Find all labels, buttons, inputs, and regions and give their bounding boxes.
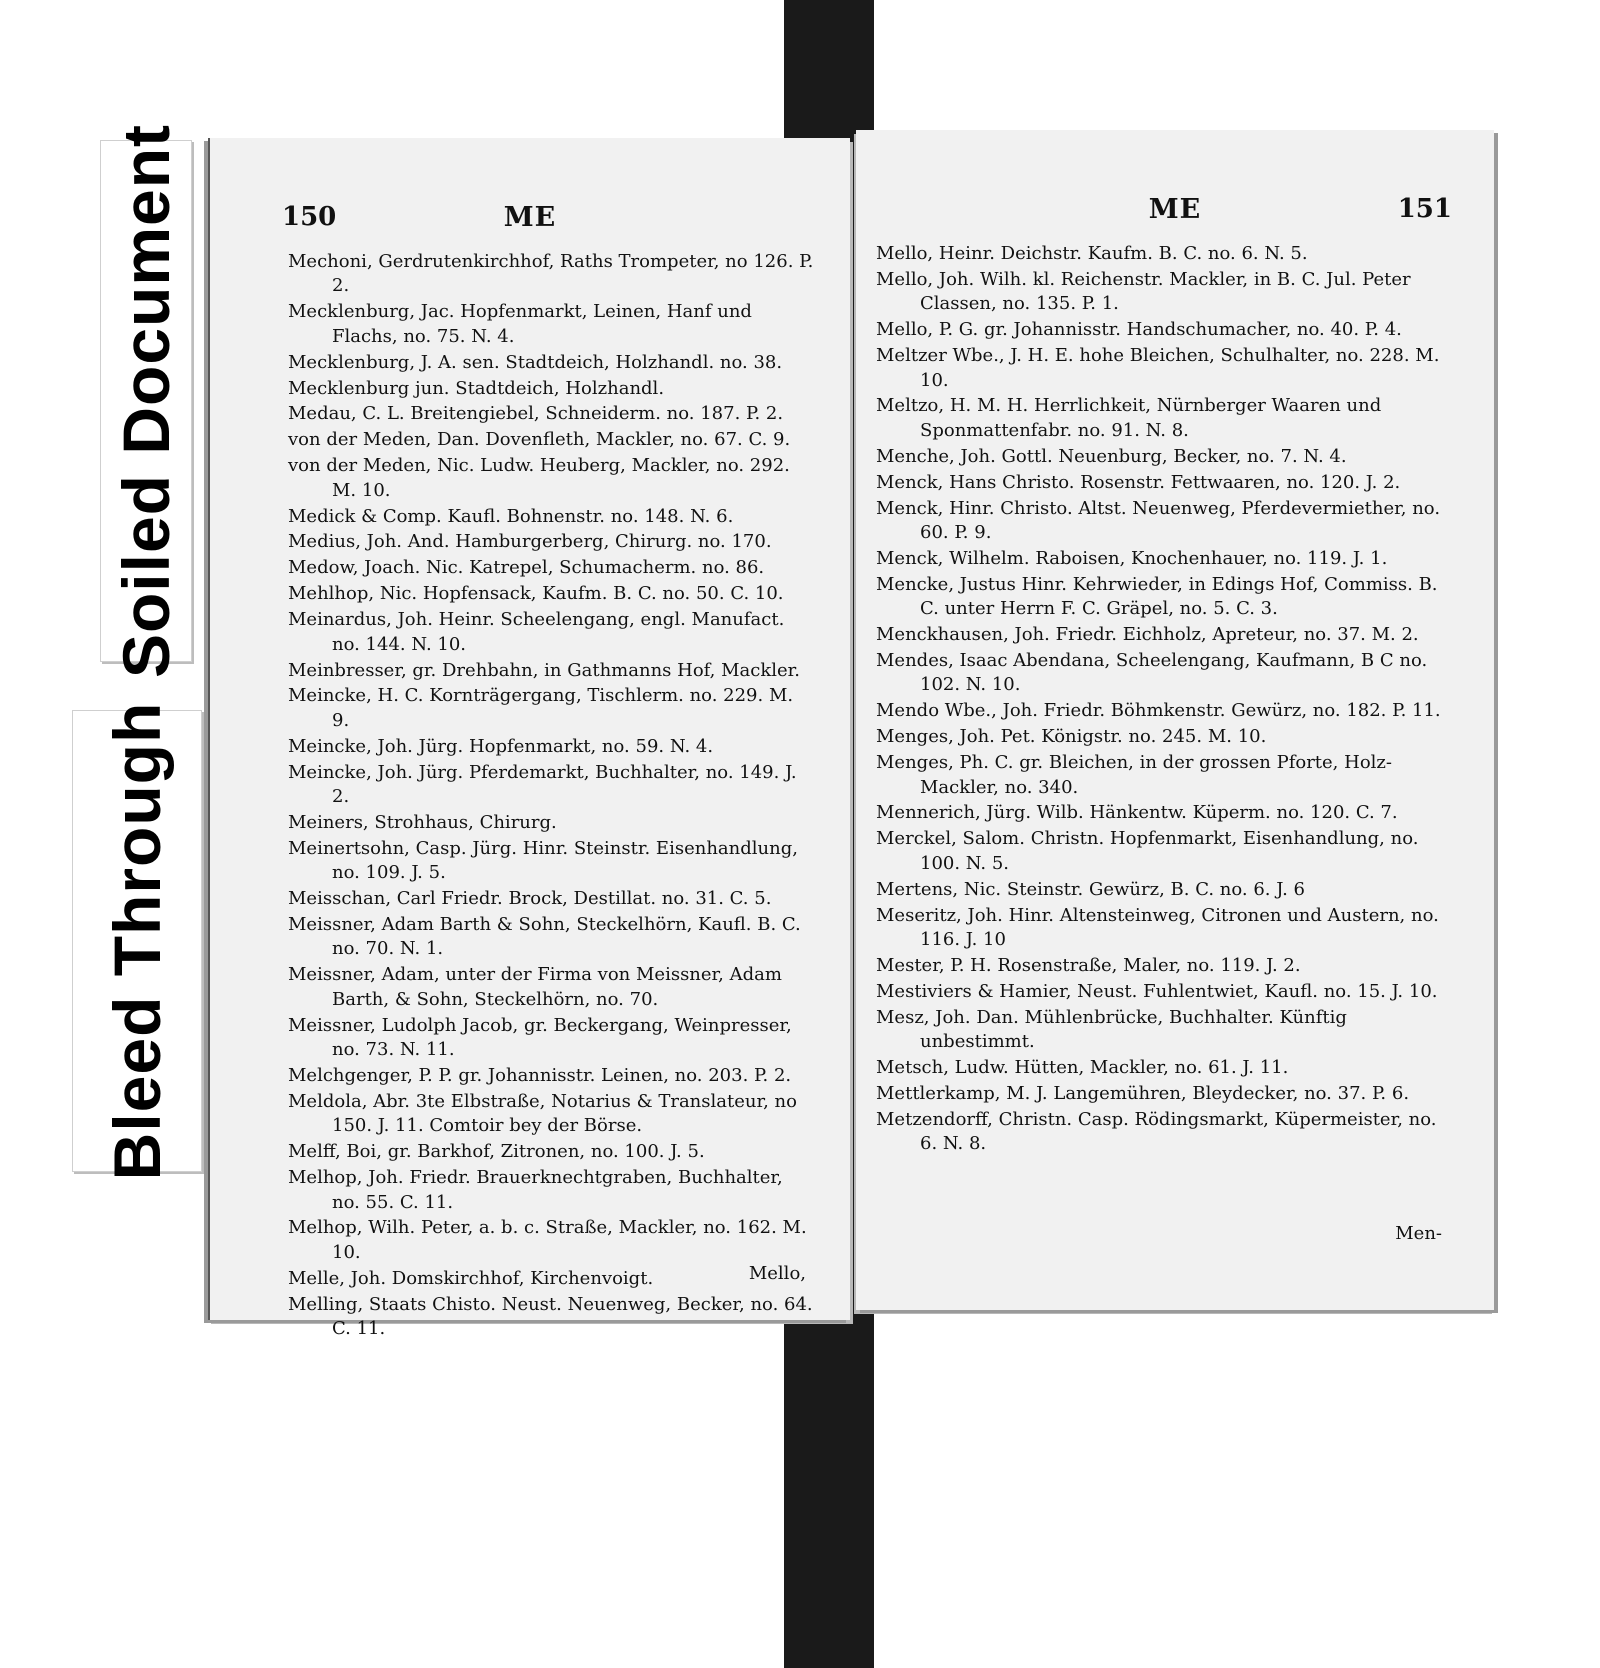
page-number: 150 — [282, 202, 337, 232]
bleed-through-tag — [72, 701, 202, 1181]
directory-entry: Merckel, Salom. Christn. Hopfenmarkt, Eisenhandlung, no. 100. N. 5. — [876, 828, 1419, 874]
directory-entry: Mello, Joh. Wilh. kl. Reichenstr. Mackler, in B. C. Jul. Peter Classen, no. 135. P. 1. — [876, 268, 1411, 315]
soiled-document-label: Soiled Document — [109, 123, 183, 679]
page-header — [210, 202, 850, 242]
directory-entry: Menck, Hinr. Christo. Altst. Neuenweg, Pferdevermiether, no. 60. P. 9. — [876, 497, 1441, 543]
bleed-through-label: Bleed Through — [100, 701, 174, 1181]
directory-entry: Medick & Comp. Kaufl. Bohnenstr. no. 148. N. 6. — [288, 505, 734, 527]
directory-entry: Meincke, H. C. Kornträgergang, Tischlerm. no. 229. M. 9. — [288, 685, 794, 731]
directory-entry: Mencke, Justus Hinr. Kehrwieder, in Edings Hof, Commiss. B. C. unter Herrn F. C. Gräpel, no. 5. C. 3. — [876, 573, 1438, 620]
page-number: 151 — [1397, 194, 1452, 224]
directory-entry: Mesz, Joh. Dan. Mühlenbrücke, Buchhalter. Künftig unbestimmt. — [876, 1006, 1347, 1053]
directory-entry: Meisschan, Carl Friedr. Brock, Destillat. no. 31. C. 5. — [288, 888, 772, 910]
directory-entry: Medow, Joach. Nic. Katrepel, Schumacherm. no. 86. — [288, 557, 765, 579]
directory-entry: Meissner, Ludolph Jacob, gr. Beckergang, Weinpresser, no. 73. N. 11. — [288, 1014, 792, 1061]
catchword: Mello, — [748, 1263, 806, 1284]
directory-entry: Mehlhop, Nic. Hopfensack, Kaufm. B. C. no. 50. C. 10. — [288, 583, 784, 605]
soiled-document-tag — [100, 123, 192, 679]
directory-entry: Meincke, Joh. Jürg. Hopfenmarkt, no. 59. N. 4. — [288, 735, 714, 757]
directory-entry: Metzendorff, Christn. Casp. Rödingsmarkt, Küpermeister, no. 6. N. 8. — [876, 1108, 1437, 1155]
directory-entry: Meinertsohn, Casp. Jürg. Hinr. Steinstr. Eisenhandlung, no. 109. J. 5. — [288, 837, 798, 884]
directory-entry: Menck, Hans Christo. Rosenstr. Fettwaaren, no. 120. J. 2. — [876, 471, 1401, 493]
directory-entry: Menges, Joh. Pet. Königstr. no. 245. M. 10. — [876, 726, 1267, 748]
directory-entry: Meissner, Adam, unter der Firma von Meissner, Adam Barth, & Sohn, Steckelhörn, no. 70. — [288, 964, 782, 1010]
directory-entry: Mestiviers & Hamier, Neust. Fuhlentwiet, Kaufl. no. 15. J. 10. — [876, 980, 1438, 1002]
directory-entry: Mecklenburg, J. A. sen. Stadtdeich, Holzhandl. no. 38. — [288, 351, 783, 373]
directory-entry: Meltzer Wbe., J. H. E. hohe Bleichen, Schulhalter, no. 228. M. 10. — [876, 345, 1440, 391]
directory-entry: Mennerich, Jürg. Wilb. Hänkentw. Küperm. no. 120. C. 7. — [876, 802, 1398, 824]
directory-entry: Medau, C. L. Breitengiebel, Schneiderm. no. 187. P. 2. — [288, 403, 784, 425]
directory-entry: Mester, P. H. Rosenstraße, Maler, no. 119. J. 2. — [876, 954, 1301, 976]
directory-entry: Melhop, Wilh. Peter, a. b. c. Straße, Mackler, no. 162. M. 10. — [288, 1217, 807, 1263]
directory-entry: Meseritz, Joh. Hinr. Altensteinweg, Citronen und Austern, no. 116. J. 10 — [876, 904, 1439, 950]
directory-entry: Menche, Joh. Gottl. Neuenburg, Becker, no. 7. N. 4. — [876, 445, 1347, 467]
directory-entry: Mecklenburg jun. Stadtdeich, Holzhandl. — [288, 377, 665, 399]
directory-entry: Melhop, Joh. Friedr. Brauerknechtgraben, Buchhalter, no. 55. C. 11. — [288, 1167, 783, 1213]
entry-list — [288, 250, 814, 1343]
directory-entry: Medius, Joh. And. Hamburgerberg, Chirurg. no. 170. — [288, 531, 772, 553]
directory-entry: von der Meden, Dan. Dovenfleth, Mackler, no. 67. C. 9. — [288, 429, 791, 451]
directory-entry: Meinbresser, gr. Drehbahn, in Gathmanns Hof, Mackler. — [288, 659, 801, 681]
left-page — [208, 138, 850, 1340]
directory-entry: Melff, Boi, gr. Barkhof, Zitronen, no. 100. J. 5. — [288, 1141, 705, 1163]
directory-entry: Meissner, Adam Barth & Sohn, Steckelhörn, Kaufl. B. C. no. 70. N. 1. — [288, 914, 801, 960]
directory-entry: Mello, P. G. gr. Johannisstr. Handschumacher, no. 40. P. 4. — [876, 319, 1402, 341]
page-header — [856, 194, 1494, 234]
directory-entry: Mechoni, Gerdrutenkirchhof, Raths Trompeter, no 126. P. 2. — [288, 251, 814, 297]
directory-entry: Meinardus, Joh. Heinr. Scheelengang, engl. Manufact. no. 144. N. 10. — [288, 609, 785, 655]
directory-entry: Mertens, Nic. Steinstr. Gewürz, B. C. no. 6. J. 6 — [876, 878, 1305, 900]
directory-entry: Mendes, Isaac Abendana, Scheelengang, Kaufmann, B C no. 102. N. 10. — [876, 650, 1428, 696]
directory-entry: Mendo Wbe., Joh. Friedr. Böhmkenstr. Gewürz, no. 182. P. 11. — [876, 700, 1441, 722]
right-page — [856, 130, 1494, 1310]
running-head: ME — [1148, 194, 1202, 225]
directory-entry: Mettlerkamp, M. J. Langemühren, Bleydecker, no. 37. P. 6. — [876, 1082, 1410, 1104]
directory-entry: Meltzo, H. M. H. Herrlichkeit, Nürnberger Waaren und Sponmattenfabr. no. 91. N. 8. — [876, 395, 1382, 441]
directory-entry: von der Meden, Nic. Ludw. Heuberg, Mackler, no. 292. M. 10. — [288, 455, 790, 501]
directory-entry: Metsch, Ludw. Hütten, Mackler, no. 61. J. 11. — [876, 1057, 1289, 1078]
directory-entry: Menck, Wilhelm. Raboisen, Knochenhauer, no. 119. J. 1. — [876, 547, 1388, 569]
directory-entry: Melle, Joh. Domskirchhof, Kirchenvoigt. — [288, 1267, 654, 1289]
directory-entry: Menges, Ph. C. gr. Bleichen, in der grossen Pforte, Holz-Mackler, no. 340. — [876, 752, 1392, 798]
directory-entry: Melchgenger, P. P. gr. Johannisstr. Leinen, no. 203. P. 2. — [288, 1065, 792, 1086]
directory-entry: Menckhausen, Joh. Friedr. Eichholz, Apreteur, no. 37. M. 2. — [876, 624, 1419, 646]
entry-list — [876, 242, 1454, 1158]
catchword: Men- — [1395, 1223, 1442, 1244]
directory-entry: Melling, Staats Chisto. Neust. Neuenweg, Becker, no. 64. C. 11. — [288, 1293, 813, 1340]
directory-entry: Mello, Heinr. Deichstr. Kaufm. B. C. no. 6. N. 5. — [876, 243, 1308, 264]
running-head: ME — [503, 202, 557, 233]
directory-entry: Mecklenburg, Jac. Hopfenmarkt, Leinen, Hanf und Flachs, no. 75. N. 4. — [288, 301, 752, 347]
directory-entry: Meiners, Strohhaus, Chirurg. — [288, 811, 557, 833]
directory-entry: Meincke, Joh. Jürg. Pferdemarkt, Buchhalter, no. 149. J. 2. — [288, 761, 797, 808]
directory-entry: Meldola, Abr. 3te Elbstraße, Notarius & Translateur, no 150. J. 11. Comtoir bey der Börse. — [288, 1090, 797, 1137]
